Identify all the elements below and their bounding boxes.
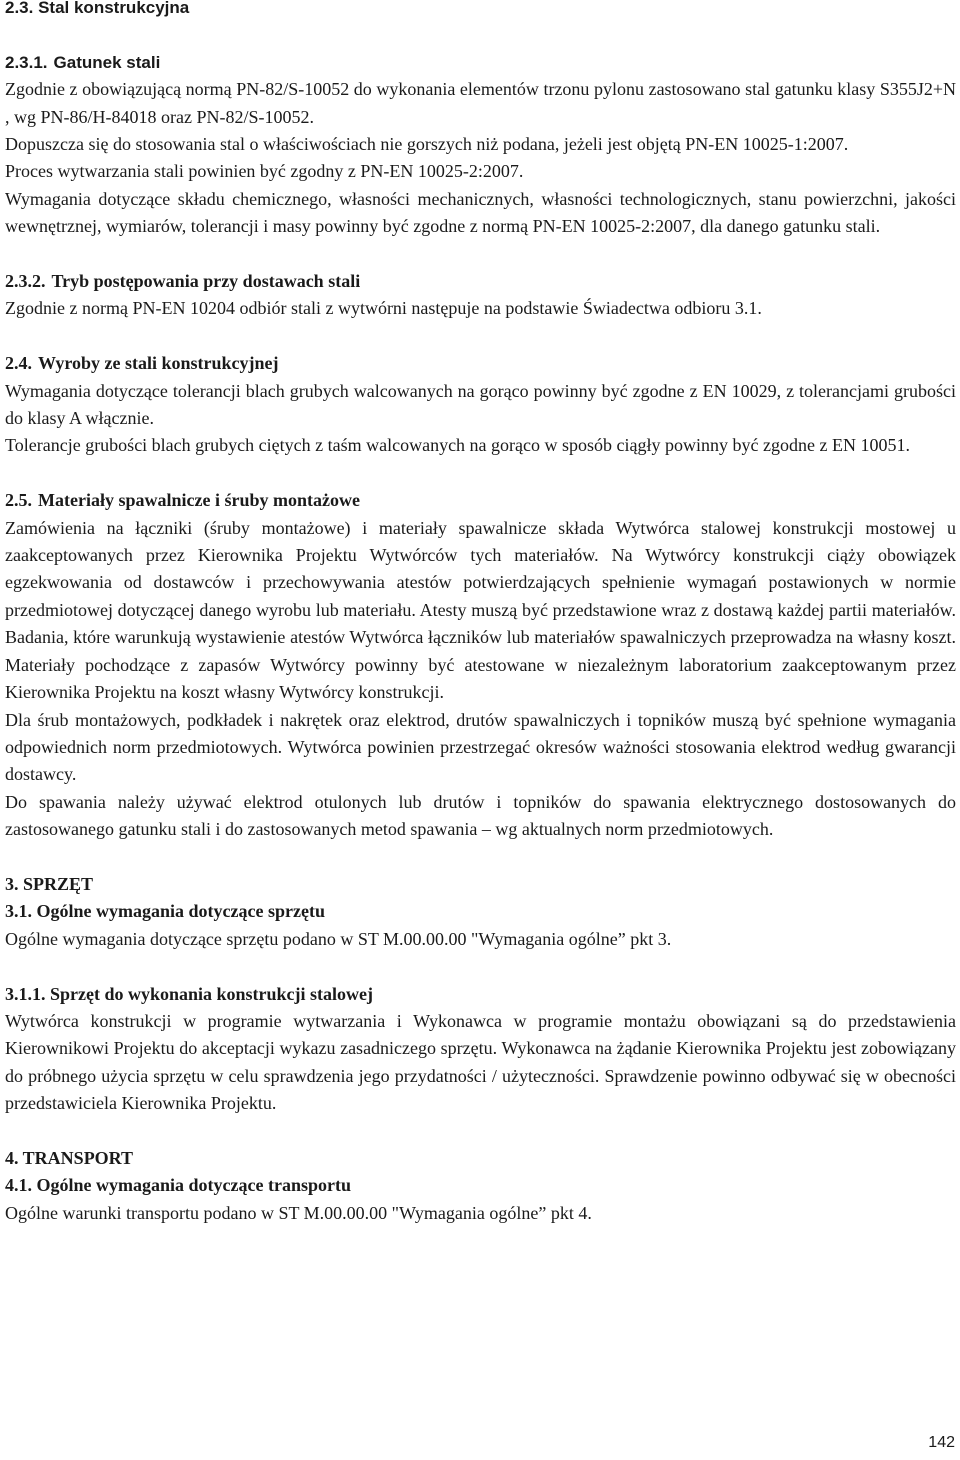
paragraph: Ogólne wymagania dotyczące sprzętu podano w ST M.00.00.00 "Wymagania ogólne” pkt 3. — [5, 928, 672, 949]
page-number: 142 — [928, 1434, 955, 1451]
heading-title: Wyroby ze stali konstrukcyjnej — [38, 353, 279, 374]
heading-number: 2.3.1. — [5, 52, 48, 72]
paragraph: Proces wytwarzania stali powinien być zgodny z PN-EN 10025-2:2007. — [5, 161, 524, 182]
document-body — [5, 0, 956, 1227]
heading-title: Materiały spawalnicze i śruby montażowe — [38, 490, 360, 511]
spacer — [5, 1118, 956, 1145]
heading-2-4 — [5, 350, 956, 377]
heading-2-3: 2.3. Stal konstrukcyjna — [5, 0, 190, 17]
heading-3: 3. SPRZĘT — [5, 873, 94, 894]
heading-2-5 — [5, 487, 956, 514]
heading-2-3-1 — [5, 49, 956, 76]
paragraph: Do spawania należy używać elektrod otulonych lub drutów i topników do spawania elektrycznego dostosowanych do zastosowanego gatunku stali i do zastosowanych metod spawania – wg aktualnych norm przedmiotowych. — [5, 791, 956, 840]
paragraph: Zgodnie z normą PN-EN 10204 odbiór stali z wytwórni następuje na podstawie Świadectwa odbioru 3.1. — [5, 298, 762, 319]
spacer — [5, 844, 956, 871]
spacer — [5, 460, 956, 487]
heading-3-1-1: 3.1.1. Sprzęt do wykonania konstrukcji stalowej — [5, 983, 374, 1004]
heading-3-1: 3.1. Ogólne wymagania dotyczące sprzętu — [5, 901, 325, 922]
spacer — [5, 241, 956, 268]
heading-number: 2.3.2. — [5, 271, 46, 292]
spacer — [5, 953, 956, 980]
paragraph: Zamówienia na łączniki (śruby montażowe) i materiały spawalnicze składa Wytwórca stalowej konstrukcji mostowej u zaakceptowanych przez Kierownika Projektu Wytwórców tych materiałów. Na Wytwórcy konstrukcji ciąży obowiązek egzekwowania od dostawców i przechowywania atestów potwierdzających spełnienie wymagań postawionych w normie przedmiotowej dotyczącej danego wyrobu lub materiału. Atesty muszą być przedstawione wraz z dostawą każdej partii materiałów. Badania, które warunkują wystawienie atestów Wytwórca łączników lub materiałów spawalniczych przeprowadza na własny koszt. Materiały pochodzące z zapasów Wytwórcy powinny być atestowane w niezależnym laboratorium zaakceptowanym przez Kierownika Projektu na koszt własny Wytwórcy konstrukcji. — [5, 517, 956, 703]
spacer — [5, 323, 956, 350]
heading-number: 2.5. — [5, 490, 32, 511]
paragraph: Wytwórca konstrukcji w programie wytwarzania i Wykonawca w programie montażu obowiązani są do przedstawienia Kierownikowi Projektu do akceptacji wykazu zasadniczego sprzętu. Wykonawca na żądanie Kierownika Projektu jest zobowiązany do próbnego użycia sprzętu w celu sprawdzenia jego przydatności / użyteczności. Sprawdzenie powinno odbywać się w obecności przedstawiciela Kierownika Projektu. — [5, 1010, 956, 1114]
heading-4: 4. TRANSPORT — [5, 1147, 134, 1168]
paragraph: Dopuszcza się do stosowania stal o właściwościach nie gorszych niż podana, jeżeli jest objętą PN-EN 10025-1:2007. — [5, 134, 849, 155]
heading-title: Gatunek stali — [53, 52, 161, 72]
heading-4-1: 4.1. Ogólne wymagania dotyczące transportu — [5, 1175, 351, 1196]
paragraph: Wymagania dotyczące tolerancji blach grubych walcowanych na gorąco powinny być zgodne z EN 10029, z tolerancjami grubości do klasy A włącznie. — [5, 380, 956, 429]
paragraph: Zgodnie z obowiązującą normą PN-82/S-10052 do wykonania elementów trzonu pylonu zastosowano stal gatunku klasy S355J2+N , wg PN-86/H-84018 oraz PN-82/S-10052. — [5, 79, 956, 127]
heading-2-3-2 — [5, 268, 956, 295]
paragraph: Ogólne warunki transportu podano w ST M.00.00.00 "Wymagania ogólne” pkt 4. — [5, 1202, 592, 1223]
paragraph: Dla śrub montażowych, podkładek i nakrętek oraz elektrod, drutów spawalniczych i topników muszą być spełnione wymagania odpowiednich norm przedmiotowych. Wytwórca powinien przestrzegać okresów ważności stosowania elektrod według gwarancji dostawcy. — [5, 709, 956, 785]
paragraph: Tolerancje grubości blach grubych ciętych z taśm walcowanych na gorąco w sposób ciągły powinny być zgodne z EN 10051. — [5, 435, 910, 456]
paragraph: Wymagania dotyczące składu chemicznego, własności mechanicznych, własności technologicznych, stanu powierzchni, jakości wewnętrznej, wymiarów, tolerancji i masy powinny być zgodne z normą PN-EN 10025-2:2007, dla danego gatunku stali. — [5, 188, 956, 237]
spacer — [5, 21, 956, 48]
heading-number: 2.4. — [5, 353, 32, 374]
heading-title: Tryb postępowania przy dostawach stali — [51, 271, 361, 292]
